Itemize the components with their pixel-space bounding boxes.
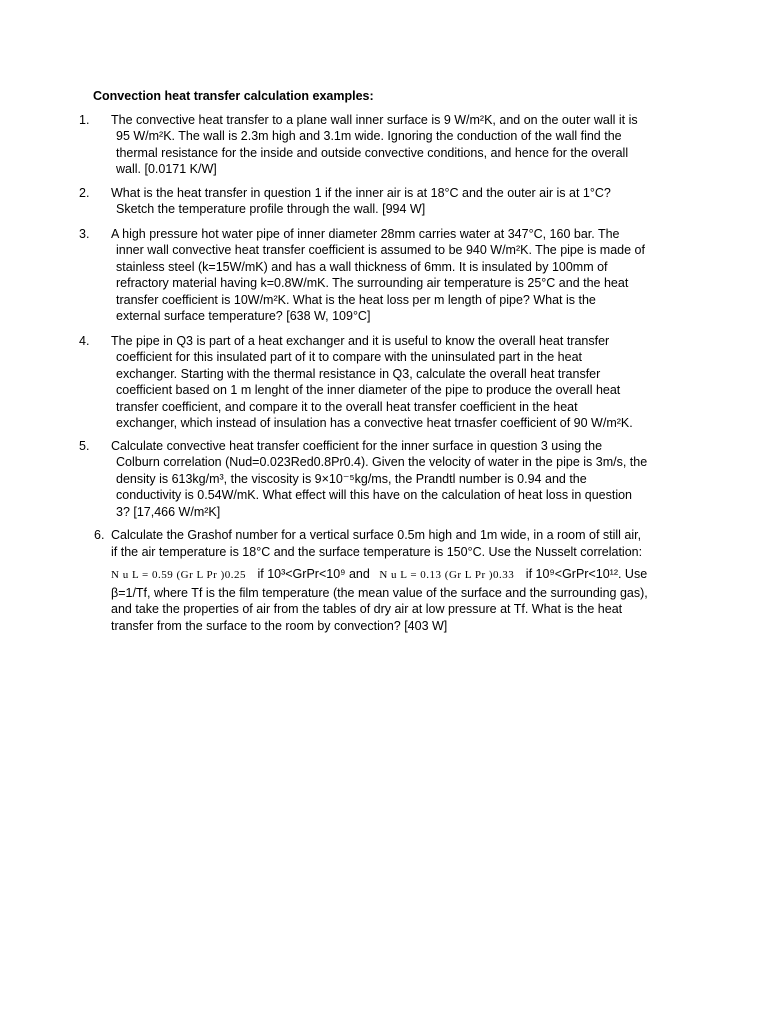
question-text: inner wall convective heat transfer coefficient is assumed to be 940 W/m²K. The pipe is made of stainless steel (k=15W/mK) and has a wall thickness of 6mm. It is insulated by 100mm of refractory material having k=0.8W/mK. The surrounding air temperature is 25°C and the heat transfer coefficient is 10W/m²K. What is the heat loss per m length of pipe? What is the external surface temperature? [638 W, 109°C] bbox=[116, 243, 645, 324]
question-text: 95 W/m²K. The wall is 2.3m high and 3.1m wide. Ignoring the conduction of the wall find the thermal resistance for the inside and outside convective conditions, and hence for the overall wall. [0.0171 K/W] bbox=[116, 129, 629, 177]
question-text-second-line: if the air temperature is 18°C and the surface temperature is 150°C. Use the Nusselt correlation: bbox=[111, 545, 643, 559]
question-text-first-line: Calculate the Grashof number for a vertical surface 0.5m high and 1m wide, in a room of still air, bbox=[111, 528, 642, 542]
question-text-first-line: A high pressure hot water pipe of inner diameter 28mm carries water at 347°C, 160 bar. The bbox=[111, 227, 620, 241]
question-text-first-line: The convective heat transfer to a plane wall inner surface is 9 W/m²K, and on the outer wall it is bbox=[111, 113, 638, 127]
question-text-first-line: The pipe in Q3 is part of a heat exchanger and it is useful to know the overall heat transfer bbox=[111, 334, 610, 348]
range-laminar: if 10³<GrPr<10⁹ and bbox=[257, 567, 370, 581]
question-text: coefficient for this insulated part of it to compare with the uninsulated part in the heat exchanger. Starting with the thermal resistance in Q3, calculate the overall heat transfer coefficient based on 1 m lenght of the inner diameter of the pipe to produce the overall heat transfer coefficient, and compare it to the overall heat transfer coefficient in the heat exchanger, which instead of insulation has a convective heat trnasfer coefficient of 90 W/m²K. bbox=[116, 350, 633, 431]
question-number: 2. bbox=[79, 186, 90, 200]
document-title: Convection heat transfer calculation examples: bbox=[93, 89, 374, 103]
nusselt-correlation-line bbox=[111, 566, 647, 583]
question-number: 6. bbox=[94, 528, 105, 542]
question-number: 4. bbox=[79, 334, 90, 348]
question-text-first-line: What is the heat transfer in question 1 if the inner air is at 18°C and the outer air is at 1°C? bbox=[111, 186, 611, 200]
nusselt-equation-laminar: N u L = 0.59 (Gr L Pr )0.25 bbox=[111, 569, 246, 581]
question-number: 1. bbox=[79, 113, 90, 127]
question-text: β=1/Tf, where Tf is the film temperature (the mean value of the surface and the surrounding gas), and take the properties of air from the tables of dry air at low pressure at Tf. What is the heat transfer from the surface to the room by convection? [403 W] bbox=[111, 586, 648, 633]
nusselt-equation-turbulent: N u L = 0.13 (Gr L Pr )0.33 bbox=[379, 569, 515, 581]
question-text-first-line: Calculate convective heat transfer coefficient for the inner surface in question 3 using the bbox=[111, 439, 603, 453]
range-turbulent: if 10⁹<GrPr<10¹². Use bbox=[525, 567, 648, 581]
question-text: Colburn correlation (Nud=0.023Red0.8Pr0.4). Given the velocity of water in the pipe is 3m/s, the density is 613kg/m³, the viscosity is 9×10⁻⁵kg/ms, the Prandtl number is 0.94 and the conductivity is 0.54W/mK. What effect will this have on the calculation of heat loss in question 3? [17,466 W/m²K] bbox=[116, 455, 648, 519]
question-number: 5. bbox=[79, 439, 90, 453]
question-number: 3. bbox=[79, 227, 90, 241]
question-text: Sketch the temperature profile through the wall. [994 W] bbox=[116, 202, 426, 217]
